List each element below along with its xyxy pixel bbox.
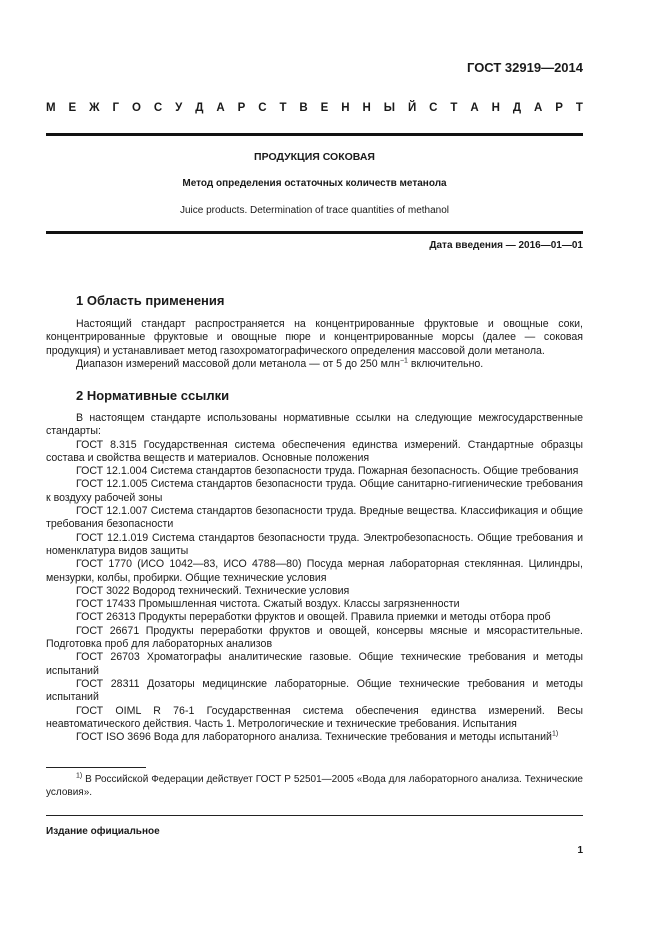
- reference-item: ГОСТ 8.315 Государственная система обеспечения единства измерений. Стандартные образцы состава и свойства веществ и материалов. Основные положения: [46, 438, 583, 464]
- reference-item: ГОСТ 3022 Водород технический. Технические условия: [76, 584, 350, 597]
- footer-rule: [46, 815, 583, 816]
- footnote-ref-link[interactable]: 1): [551, 730, 559, 738]
- header-rule: [46, 133, 583, 136]
- reference-item: ГОСТ 1770 (ИСО 1042—83, ИСО 4788—80) Посуда мерная лабораторная стеклянная. Цилиндры, мензурки, колбы, пробирки. Общие технические условия: [46, 558, 583, 584]
- reference-item: ГОСТ 12.1.007 Система стандартов безопасности труда. Вредные вещества. Классификация и общие требования безопасности: [46, 505, 583, 531]
- footnote-marker: 1): [76, 772, 83, 780]
- paragraph: В настоящем стандарте использованы нормативные ссылки на следующие межгосударственные стандарты:: [46, 412, 583, 438]
- footnote-separator: [46, 767, 146, 768]
- standard-code: ГОСТ 32919—2014: [467, 60, 583, 75]
- reference-item: ГОСТ 28311 Дозаторы медицинские лабораторные. Общие технические требования и методы испытаний: [46, 677, 583, 704]
- reference-item: ГОСТ 12.1.005 Система стандартов безопасности труда. Общие санитарно-гигиенические требования к воздуху рабочей зоны: [46, 478, 583, 504]
- document-title: ПРОДУКЦИЯ СОКОВАЯ: [254, 151, 375, 163]
- english-title: Juice products. Determination of trace quantities of methanol: [179, 205, 450, 216]
- paragraph: Диапазон измерений массовой доли метанола — от 5 до 250 млн$^{-1}$ включительно.: [76, 357, 484, 370]
- interstate-standard-heading: М Е Ж Г О С У Д А Р С Т В Е Н Н Ы Й С Т А Н Д А Р Т: [46, 102, 583, 114]
- section-2-body: [46, 412, 583, 744]
- footnote: $^{1)}$ В Российской Федерации действует ГОСТ Р 52501—2005 «Вода для лабораторного анализа. Технические условия».: [46, 772, 583, 798]
- reference-item: ГОСТ 26671 Продукты переработки фруктов и овощей, консервы мясные и мясорастительные. Подготовка проб для лабораторных анализов: [46, 624, 583, 651]
- title-rule: [46, 231, 583, 234]
- document-subtitle: Метод определения остаточных количеств метанола: [182, 178, 447, 189]
- reference-item: ГОСТ 12.1.019 Система стандартов безопасности труда. Электробезопасность. Общие требования и номенклатура видов защиты: [46, 531, 583, 557]
- section-1-heading: 1 Область применения: [76, 293, 225, 308]
- section-2-heading: 2 Нормативные ссылки: [76, 388, 230, 403]
- reference-item: ГОСТ ISO 3696 Вода для лабораторного анализа. Технические требования и методы испытаний$^{1)}$: [76, 730, 559, 744]
- reference-item: ГОСТ 17433 Промышленная чистота. Сжатый воздух. Классы загрязненности: [76, 598, 460, 611]
- introduction-date: Дата введения — 2016—01—01: [429, 240, 583, 251]
- page-number: 1: [577, 845, 583, 856]
- reference-item: ГОСТ 12.1.004 Система стандартов безопасности труда. Пожарная безопасность. Общие требования: [76, 465, 579, 478]
- section-1-body: [46, 318, 583, 371]
- paragraph: Настоящий стандарт распространяется на концентрированные фруктовые и овощные соки, концентрированные фруктовые и овощные пюре и концентрированные морсы (далее — соковая продукция) и устанавливает метод газохроматографического определения массовой доли метанола.: [46, 318, 583, 357]
- reference-item: ГОСТ 26313 Продукты переработки фруктов и овощей. Правила приемки и методы отбора проб: [76, 611, 551, 624]
- reference-item: ГОСТ 26703 Хроматографы аналитические газовые. Общие технические требования и методы испытаний: [46, 651, 583, 677]
- reference-item: ГОСТ OIML R 76-1 Государственная система обеспечения единства измерений. Весы неавтоматического действия. Часть 1. Метрологические и технические требования. Испытания: [46, 704, 583, 730]
- official-edition-label: Издание официальное: [46, 826, 160, 837]
